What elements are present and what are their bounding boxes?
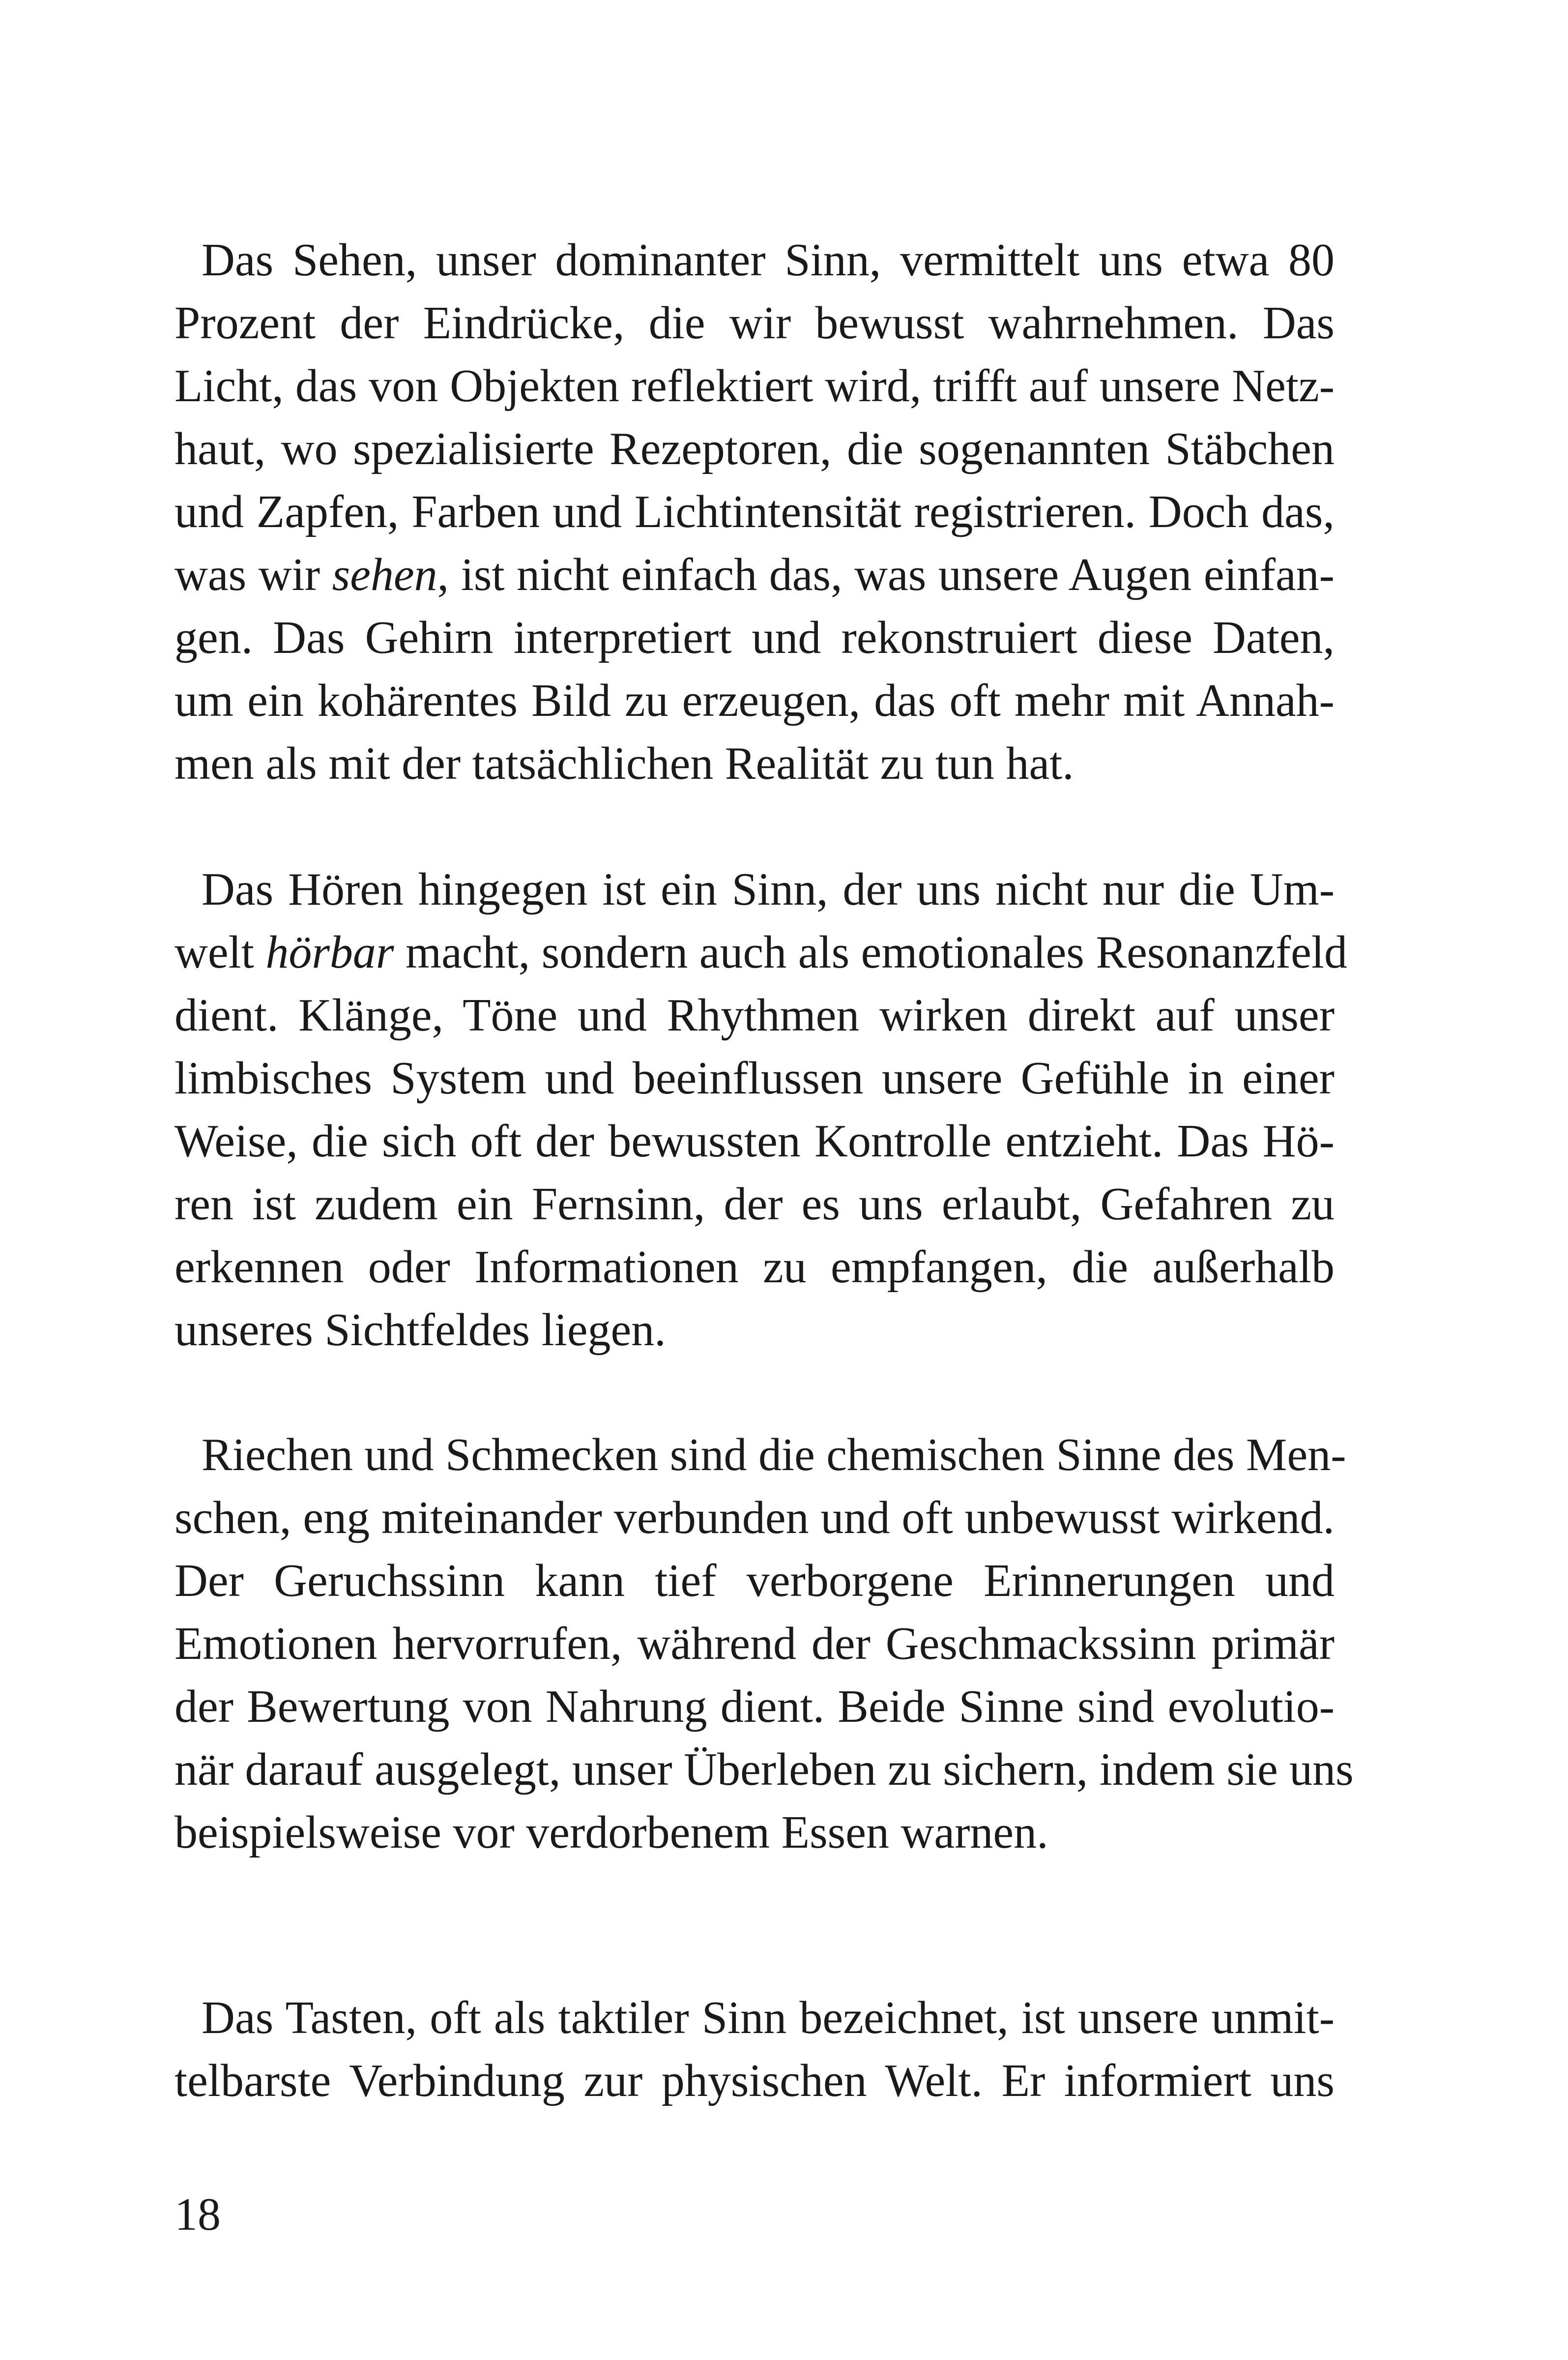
text-line: men als mit der tatsächlichen Realität zu tun hat. <box>174 738 1074 789</box>
paragraph-hoeren <box>174 858 1347 1361</box>
text-line: um ein kohärentes Bild zu erzeugen, das oft mehr mit Annah- <box>174 675 1335 726</box>
text-line: Das Sehen, unser dominanter Sinn, vermittelt uns etwa 80 <box>202 235 1335 286</box>
text-line: Licht, das von Objekten reflektiert wird, trifft auf unsere Netz- <box>174 360 1335 412</box>
text-segment: welt <box>174 927 266 978</box>
text-line: unseres Sichtfeldes liegen. <box>174 1304 666 1356</box>
text-line <box>174 543 1335 606</box>
text-line: erkennen oder Informationen zu empfangen, die außerhalb <box>174 1241 1335 1293</box>
text-line: haut, wo spezialisierte Rezeptoren, die sogenannten Stäbchen <box>174 423 1335 474</box>
text-line: der Bewertung von Nahrung dient. Beide Sinne sind evolutio- <box>174 1681 1335 1732</box>
text-line: Emotionen hervorrufen, während der Geschmackssinn primär <box>174 1618 1335 1669</box>
text-line: Riechen und Schmecken sind die chemischen Sinne des Men- <box>202 1429 1346 1480</box>
text-line: dient. Klänge, Töne und Rhythmen wirken direkt auf unser <box>174 990 1335 1041</box>
text-segment: macht, sondern auch als emotionales Resonanzfeld <box>394 927 1347 978</box>
text-line: limbisches System und beeinflussen unsere Gefühle in einer <box>174 1053 1335 1104</box>
text-line: Das Hören hingegen ist ein Sinn, der uns nicht nur die Um- <box>202 864 1335 915</box>
text-line: und Zapfen, Farben und Lichtintensität registrieren. Doch das, <box>174 486 1335 537</box>
text-line: Weise, die sich oft der bewussten Kontrolle entzieht. Das Hö- <box>174 1116 1335 1167</box>
paragraph-sehen <box>174 229 1335 795</box>
paragraph-tasten <box>174 1986 1335 2112</box>
text-line: gen. Das Gehirn interpretiert und rekonstruiert diese Daten, <box>174 612 1335 663</box>
emphasized-word: hörbar <box>265 927 394 978</box>
page-number: 18 <box>174 2189 221 2240</box>
text-line <box>174 921 1347 984</box>
emphasized-word: sehen <box>332 549 437 600</box>
text-line: Das Tasten, oft als taktiler Sinn bezeichnet, ist unsere unmit- <box>202 1992 1335 2043</box>
text-line: ren ist zudem ein Fernsinn, der es uns erlaubt, Gefahren zu <box>174 1179 1335 1230</box>
text-line: schen, eng miteinander verbunden und oft unbewusst wirkend. <box>174 1492 1335 1543</box>
text-line: telbarste Verbindung zur physischen Welt. Er informiert uns <box>174 2055 1335 2106</box>
text-line: Der Geruchssinn kann tief verborgene Erinnerungen und <box>174 1555 1335 1606</box>
text-line: beispielsweise vor verdorbenem Essen warnen. <box>174 1807 1048 1858</box>
text-segment: was wir <box>174 549 332 600</box>
text-line: Prozent der Eindrücke, die wir bewusst wahrnehmen. Das <box>174 297 1335 349</box>
paragraph-riechen-schmecken <box>174 1423 1354 1864</box>
text-segment: , ist nicht einfach das, was unsere Augen einfan- <box>437 549 1335 600</box>
text-line: när darauf ausgelegt, unser Überleben zu sichern, indem sie uns <box>174 1744 1354 1795</box>
